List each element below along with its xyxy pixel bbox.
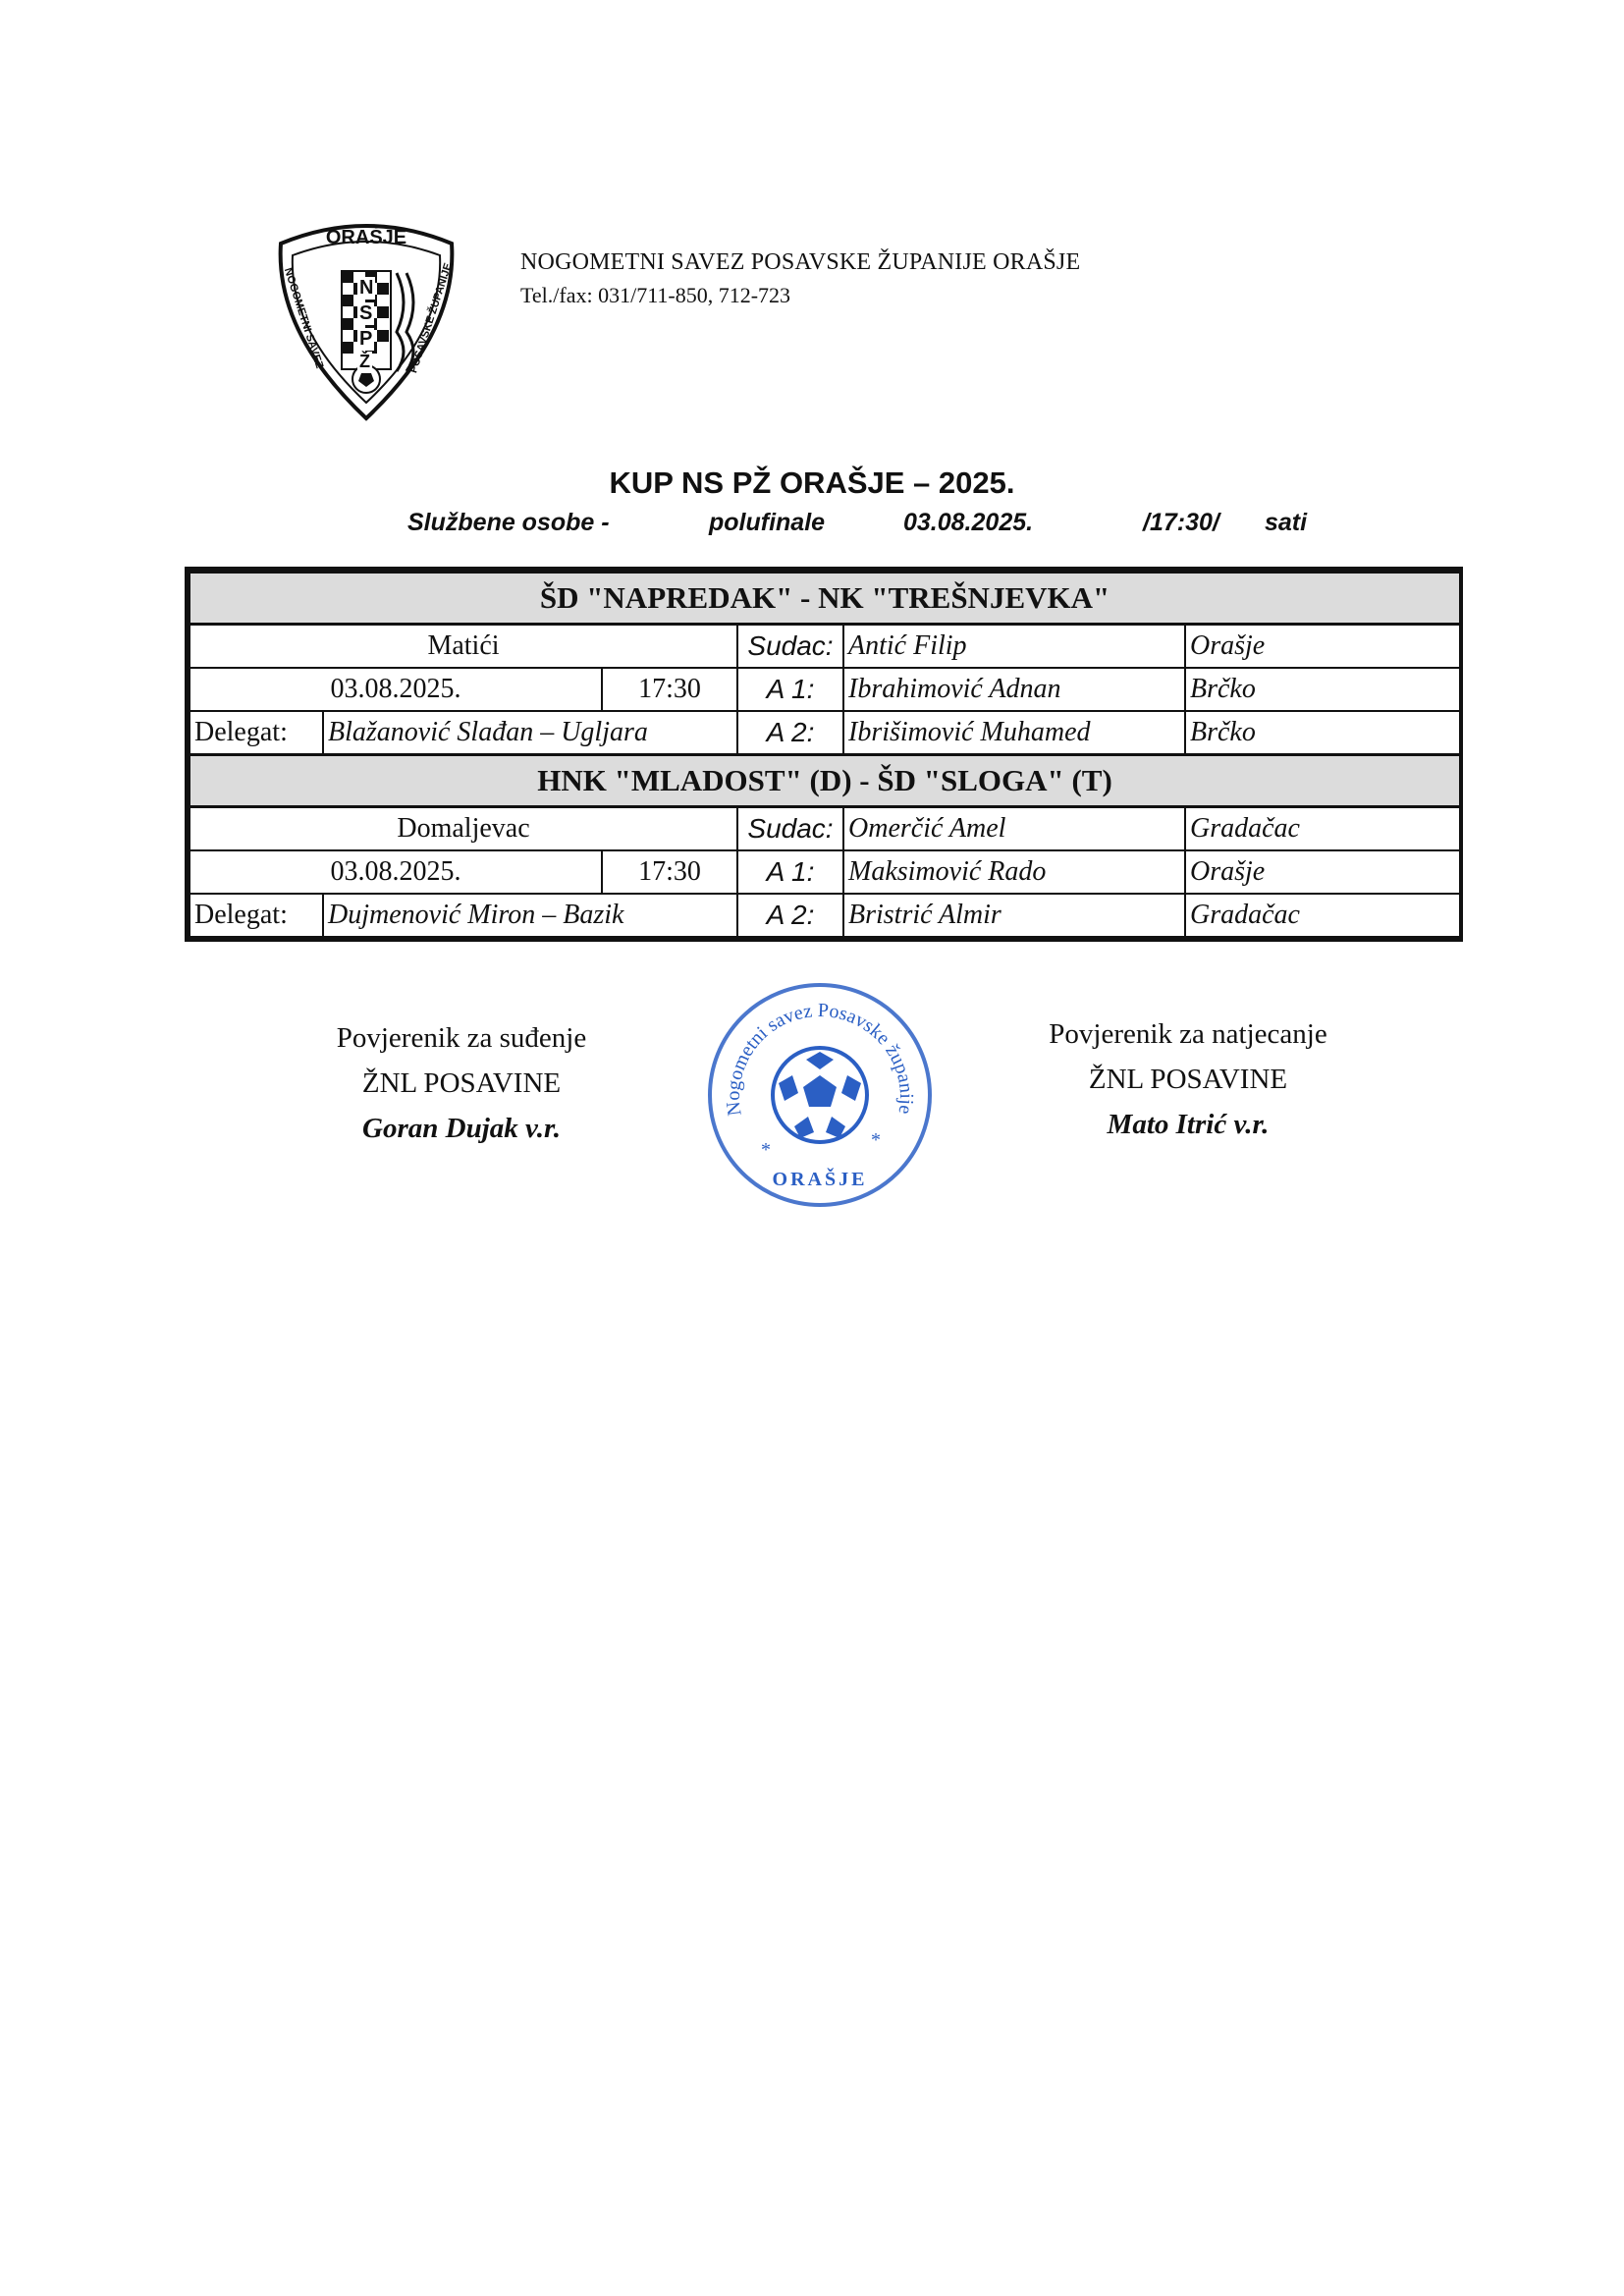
official-name: Ibrahimović Adnan: [843, 668, 1185, 711]
match-time: 17:30: [602, 850, 737, 894]
official-role: A 2:: [737, 711, 843, 755]
signature-left: [285, 1015, 638, 1151]
stamp-bottom-text: ORAŠJE: [772, 1169, 868, 1190]
official-city: Orašje: [1185, 625, 1460, 669]
signature-league: ŽNL POSAVINE: [1088, 1064, 1288, 1095]
match-date: 03.08.2025.: [189, 850, 602, 894]
logo-letter-s: S: [359, 302, 373, 324]
logo-letter-p: P: [359, 328, 373, 350]
match-time: 17:30: [602, 668, 737, 711]
logo-left-text: NOGOMETNI SAVEZ: [281, 266, 326, 370]
official-role: A 1:: [737, 850, 843, 894]
official-stamp: [702, 977, 938, 1213]
official-city: Brčko: [1185, 711, 1460, 755]
official-name: Ibrišimović Muhamed: [843, 711, 1185, 755]
delegate-label: Delegat:: [189, 894, 323, 937]
document-title: KUP NS PŽ ORAŠJE – 2025.: [609, 465, 1015, 500]
signature-league: ŽNL POSAVINE: [361, 1067, 562, 1099]
official-role: A 2:: [737, 894, 843, 937]
football-stamp-icon: [702, 977, 938, 1213]
official-role: A 1:: [737, 668, 843, 711]
official-name: Omerčić Amel: [843, 807, 1185, 851]
match-venue: Domaljevac: [189, 807, 737, 851]
subtitle-round: polufinale: [709, 509, 826, 536]
table-row: [189, 668, 1460, 711]
official-name: Antić Filip: [843, 625, 1185, 669]
svg-text:*: *: [761, 1139, 771, 1161]
match-header-row: [189, 755, 1460, 807]
delegate-name: Dujmenović Miron – Bazik: [323, 894, 737, 937]
table-row: [189, 807, 1460, 851]
official-name: Maksimović Rado: [843, 850, 1185, 894]
subtitle-time: /17:30/: [1143, 509, 1219, 536]
signature-role: Povjerenik za suđenje: [336, 1022, 587, 1054]
table-row: [189, 625, 1460, 669]
logo-letter-z: Ž: [359, 352, 370, 371]
official-city: Brčko: [1185, 668, 1460, 711]
official-city: Gradačac: [1185, 807, 1460, 851]
table-row: [189, 850, 1460, 894]
match-date: 03.08.2025.: [189, 668, 602, 711]
signature-role: Povjerenik za natjecanje: [1049, 1018, 1327, 1050]
delegate-name: Blažanović Slađan – Ugljara: [323, 711, 737, 755]
official-city: Gradačac: [1185, 894, 1460, 937]
match-teams: ŠD "NAPREDAK" - NK "TREŠNJEVKA": [189, 573, 1460, 625]
official-name: Bristrić Almir: [843, 894, 1185, 937]
logo-letter-n: N: [359, 277, 374, 299]
logo-right-text: POSAVSKE ŽUPANIJE: [407, 261, 455, 375]
table-row: [189, 894, 1460, 937]
subtitle-label: Službene osobe -: [407, 509, 610, 536]
stamp-ring-text: Nogometni savez Posavske županije: [722, 999, 918, 1118]
signature-name: Goran Dujak v.r.: [362, 1113, 561, 1144]
subtitle-date: 03.08.2025.: [903, 509, 1034, 536]
match-teams: HNK "MLADOST" (D) - ŠD "SLOGA" (T): [189, 755, 1460, 807]
delegate-label: Delegat:: [189, 711, 323, 755]
organization-name: NOGOMETNI SAVEZ POSAVSKE ŽUPANIJE ORAŠJE: [520, 249, 1081, 275]
svg-text:*: *: [871, 1129, 881, 1151]
subtitle-unit: sati: [1265, 509, 1308, 536]
signature-name: Mato Itrić v.r.: [1107, 1109, 1270, 1140]
table-row: [189, 711, 1460, 755]
match-header-row: [189, 573, 1460, 625]
federation-logo: [273, 214, 460, 422]
organization-phone: Tel./fax: 031/711-850, 712-723: [520, 283, 791, 307]
official-role: Sudac:: [737, 807, 843, 851]
official-role: Sudac:: [737, 625, 843, 669]
signature-right: [1011, 1011, 1365, 1147]
match-venue: Matići: [189, 625, 737, 669]
officials-table: [185, 567, 1463, 942]
official-city: Orašje: [1185, 850, 1460, 894]
logo-top-text: ORAŠJE: [325, 227, 407, 248]
